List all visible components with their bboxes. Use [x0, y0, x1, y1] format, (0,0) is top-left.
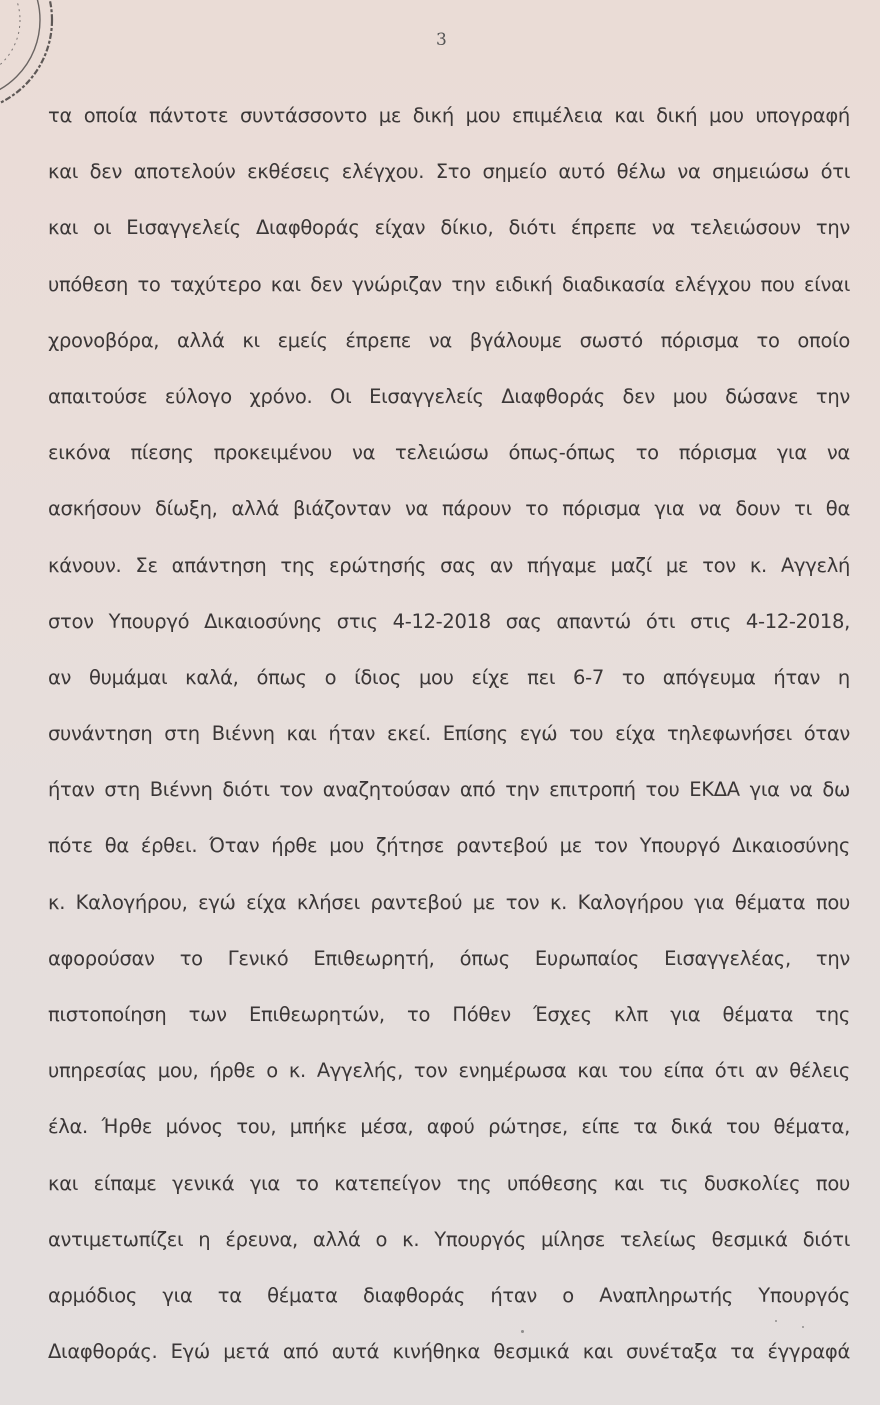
text-line: και οι Εισαγγελείς Διαφθοράς είχαν δίκιο, διότι έπρεπε να τελειώσουν την [48, 216, 850, 240]
page-number: 3 [436, 30, 447, 50]
paper-speck [521, 1330, 524, 1333]
text-line: αρμόδιος για τα θέματα διαφθοράς ήταν ο Αναπληρωτής Υπουργός [48, 1283, 850, 1307]
text-line: πιστοποίηση των Επιθεωρητών, το Πόθεν Έσχες κλπ για θέματα της [48, 1003, 850, 1026]
document-body [48, 88, 850, 1380]
text-line: κάνουν. Σε απάντηση της ερώτησής σας αν πήγαμε μαζί με τον κ. Αγγελή [48, 553, 850, 577]
text-line: υπόθεση το ταχύτερο και δεν γνώριζαν την ειδική διαδικασία ελέγχου που είναι [48, 272, 850, 296]
text-line: τα οποία πάντοτε συντάσσοντο με δική μου επιμέλεια και δική μου υπογραφή [48, 104, 850, 127]
paper-speck [802, 1326, 804, 1328]
text-line: Διαφθοράς. Εγώ μετά από αυτά κινήθηκα θεσμικά και συνέταξα τα έγγραφά [48, 1340, 850, 1364]
text-line: κ. Καλογήρου, εγώ είχα κλήσει ραντεβού με τον κ. Καλογήρου για θέματα που [48, 890, 850, 914]
text-line: εικόνα πίεσης προκειμένου να τελειώσω όπως-όπως το πόρισμα για να [48, 441, 850, 465]
paper-speck [775, 1320, 777, 1322]
text-line: αφορούσαν το Γενικό Επιθεωρητή, όπως Ευρωπαίος Εισαγγελέας, την [48, 946, 850, 970]
text-line: συνάντηση στη Βιέννη και ήταν εκεί. Επίσης εγώ του είχα τηλεφωνήσει όταν [48, 722, 850, 746]
text-line: ήταν στη Βιέννη διότι τον αναζητούσαν από την επιτροπή του ΕΚΔΑ για να δω [48, 778, 850, 802]
text-line: αντιμετωπίζει η έρευνα, αλλά ο κ. Υπουργός μίλησε τελείως θεσμικά διότι [48, 1227, 850, 1251]
text-line: απαιτούσε εύλογο χρόνο. Οι Εισαγγελείς Διαφθοράς δεν μου δώσανε την [48, 384, 850, 408]
text-line: χρονοβόρα, αλλά κι εμείς έπρεπε να βγάλουμε σωστό πόρισμα το οποίο [48, 328, 850, 352]
text-line: ασκήσουν δίωξη, αλλά βιάζονταν να πάρουν το πόρισμα για να δουν τι θα [48, 497, 850, 521]
text-line: αν θυμάμαι καλά, όπως ο ίδιος μου είχε πει 6-7 το απόγευμα ήταν η [48, 665, 850, 689]
text-line: και δεν αποτελούν εκθέσεις ελέγχου. Στο σημείο αυτό θέλω να σημειώσω ότι [48, 160, 850, 184]
text-line: υπηρεσίας μου, ήρθε ο κ. Αγγελής, τον ενημέρωσα και του είπα ότι αν θέλεις [48, 1059, 850, 1083]
text-line: και είπαμε γενικά για το κατεπείγον της υπόθεσης και τις δυσκολίες που [48, 1171, 850, 1195]
text-line: στον Υπουργό Δικαιοσύνης στις 4-12-2018 σας απαντώ ότι στις 4-12-2018, [48, 609, 850, 633]
text-line: πότε θα έρθει. Όταν ήρθε μου ζήτησε ραντεβού με τον Υπουργό Δικαιοσύνης [48, 834, 850, 858]
text-line: έλα. Ήρθε μόνος του, μπήκε μέσα, αφού ρώτησε, είπε τα δικά του θέματα, [48, 1115, 850, 1139]
